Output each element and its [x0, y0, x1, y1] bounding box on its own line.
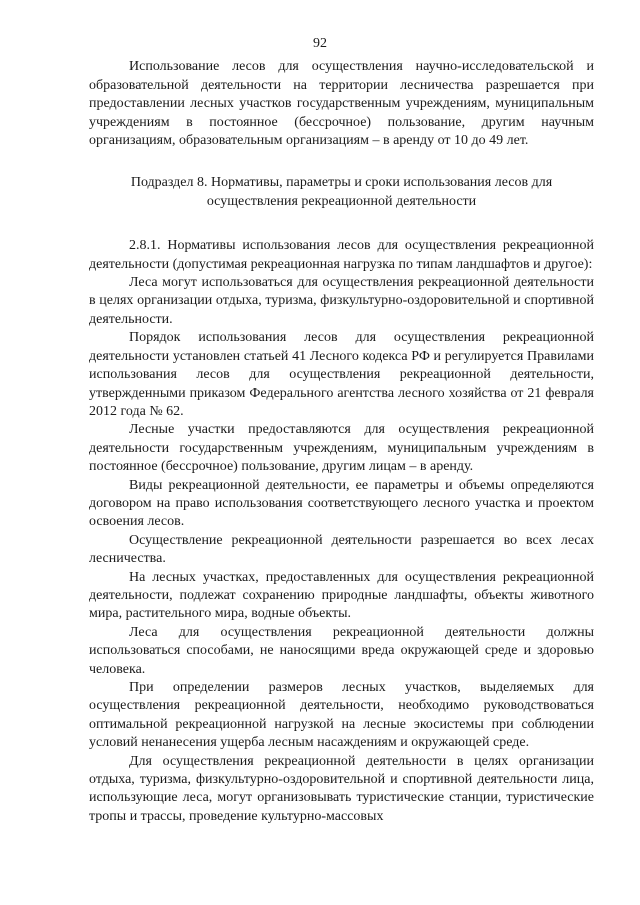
- intro-paragraph: Использование лесов для осуществления научно-исследовательской и образовательной деятельности на территории лесничества разрешается при предоставлении лесных участков государственным учреждениям, муниципальным учреждениям в постоянное (бессрочное) пользование, другим научным организациям, образовательным организациям – в аренду от 10 до 49 лет.: [89, 59, 594, 149]
- paragraph-preservation: На лесных участках, предоставленных для осуществления рекреационной деятельности, подлежат сохранению природные ландшафты, объекты животного мира, растительного мира, водные объекты.: [89, 569, 594, 622]
- paragraph-plot-sizes: При определении размеров лесных участков, выделяемых для осуществления рекреационной деятельности, необходимо руководствоваться оптимальной рекреационной нагрузкой на лесные экосистемы при соблюдении условий ненанесения ущерба лесным насаждениям и окружающей среде.: [89, 680, 594, 751]
- section-heading-line-2: осуществления рекреационной деятельности: [206, 193, 477, 209]
- paragraph-norms: 2.8.1. Нормативы использования лесов для осуществления рекреационной деятельности (допустимая рекреационная нагрузка по типам ландшафтов и другое):: [89, 238, 594, 272]
- page-number: 92: [313, 36, 327, 51]
- section-heading-line-1: Подраздел 8. Нормативы, параметры и сроки использования лесов для: [130, 175, 553, 191]
- paragraph-permitted-everywhere: Осуществление рекреационной деятельности разрешается во всех лесах лесничества.: [89, 532, 594, 567]
- paragraph-allocation: Лесные участки предоставляются для осуществления рекреационной деятельности государственным учреждениям, муниципальным учреждениям в постоянное (бессрочное) пользование, другим лицам – в аренду.: [89, 422, 594, 475]
- paragraph-procedure: Порядок использования лесов для осуществления рекреационной деятельности установлен статьей 41 Лесного кодекса РФ и регулируется Правилами использования лесов для осуществления рекреационной деятельности, утвержденными приказом Федерального агентства лесного хозяйства от 21 февраля 2012 года № 62.: [89, 330, 594, 419]
- paragraph-facilities: Для осуществления рекреационной деятельности в целях организации отдыха, туризма, физкультурно-оздоровительной и спортивной деятельности лица, использующие леса, могут организовывать туристические станции, туристические тропы и трассы, проведение культурно-массовых: [89, 753, 594, 824]
- section-heading: [89, 174, 594, 211]
- paragraph-purposes: Леса могут использоваться для осуществления рекреационной деятельности в целях организации отдыха, туризма, физкультурно-оздоровительной и спортивной деятельности.: [89, 275, 594, 327]
- paragraph-types: Виды рекреационной деятельности, ее параметры и объемы определяются договором на право использования соответствующего лесного участка и проектом освоения лесов.: [89, 477, 594, 530]
- paragraph-methods: Леса для осуществления рекреационной деятельности должны использоваться способами, не наносящими вреда окружающей среде и здоровью человека.: [89, 624, 594, 677]
